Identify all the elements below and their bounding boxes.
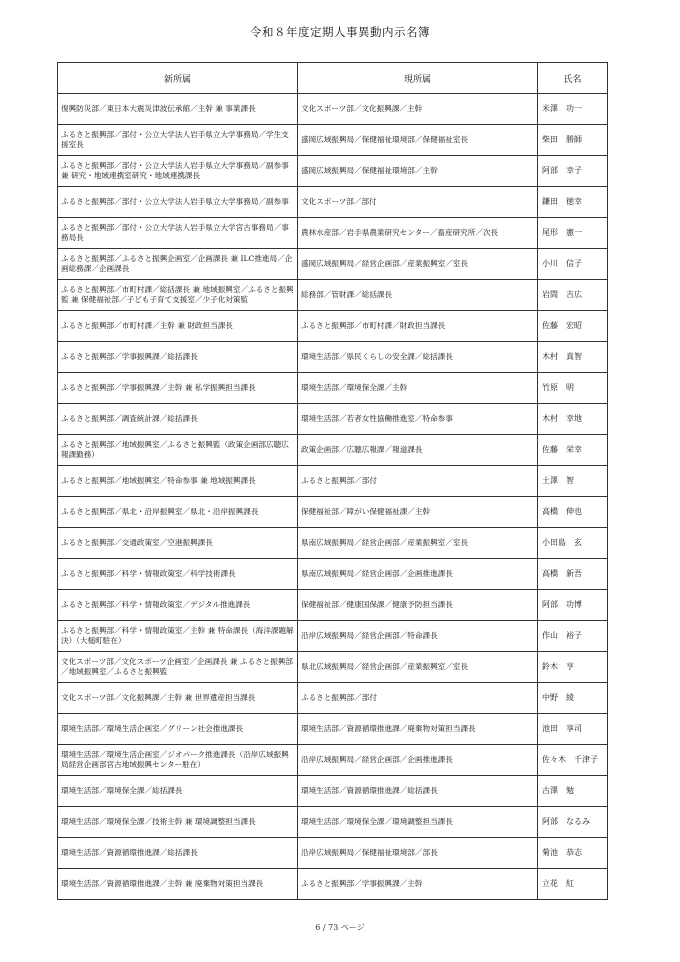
header-current-affiliation: 現所属 [298,63,538,94]
name-cell: 木村 幸地 [538,404,608,435]
new-affiliation-cell: ふるさと振興部／部付・公立大学法人岩手県立大学宮古事務局／事務局長 [58,218,298,249]
name-cell: 池田 享司 [538,714,608,745]
current-affiliation-cell: 盛岡広域振興局／経営企画部／産業振興室／室長 [298,249,538,280]
name-cell: 菊池 恭志 [538,838,608,869]
name-cell: 鈴木 亨 [538,652,608,683]
current-affiliation-cell: 沿岸広域振興局／保健福祉環境部／部長 [298,838,538,869]
table-row [58,590,608,621]
table-row [58,652,608,683]
new-affiliation-cell: ふるさと振興部／県北・沿岸振興室／県北・沿岸振興課長 [58,497,298,528]
table-row [58,94,608,125]
name-cell: 立花 紅 [538,869,608,900]
new-affiliation-cell: ふるさと振興部／交通政策室／空港振興課長 [58,528,298,559]
name-cell: 小田島 玄 [538,528,608,559]
current-affiliation-cell: 沿岸広域振興局／経営企画部／企画推進課長 [298,745,538,776]
table-row [58,156,608,187]
current-affiliation-cell: 盛岡広域振興局／保健福祉環境部／主幹 [298,156,538,187]
name-cell: 佐藤 宏昭 [538,311,608,342]
name-cell: 木村 真智 [538,342,608,373]
current-affiliation-cell: 県北広域振興局／経営企画部／産業振興室／室長 [298,652,538,683]
header-new-affiliation: 新所属 [58,63,298,94]
name-cell: 作山 裕子 [538,621,608,652]
new-affiliation-cell: 環境生活部／環境生活企画室／グリーン社会推進課長 [58,714,298,745]
page-number: 6 / 73 ページ [315,923,365,932]
current-affiliation-cell: 文化スポーツ部／文化振興課／主幹 [298,94,538,125]
current-affiliation-cell: 環境生活部／環境保全課／環境調整担当課長 [298,807,538,838]
name-cell: 古澤 勉 [538,776,608,807]
table-row [58,404,608,435]
name-cell: 尾形 憲一 [538,218,608,249]
new-affiliation-cell: 環境生活部／環境生活企画室／ジオパーク推進課長（沿岸広域振興局経営企画部宮古地域振興センター駐在） [58,745,298,776]
table-row [58,559,608,590]
new-affiliation-cell: 復興防災部／東日本大震災津波伝承館／主幹 兼 事業課長 [58,94,298,125]
current-affiliation-cell: ふるさと振興部／部付 [298,466,538,497]
new-affiliation-cell: 文化スポーツ部／文化振興課／主幹 兼 世界遺産担当課長 [58,683,298,714]
table-row [58,435,608,466]
current-affiliation-cell: 保健福祉部／健康国保課／健康予防担当課長 [298,590,538,621]
name-cell: 米澤 功一 [538,94,608,125]
table-row [58,714,608,745]
current-affiliation-cell: ふるさと振興部／市町村課／財政担当課長 [298,311,538,342]
new-affiliation-cell: ふるさと振興部／市町村課／総括課長 兼 地域振興室／ふるさと振興監 兼 保健福祉部／子ども子育て支援室／少子化対策監 [58,280,298,311]
table-row [58,373,608,404]
table-row [58,528,608,559]
table-row [58,621,608,652]
name-cell: 阿部 なるみ [538,807,608,838]
personnel-table [57,62,608,900]
new-affiliation-cell: 環境生活部／環境保全課／総括課長 [58,776,298,807]
current-affiliation-cell: 県南広域振興局／経営企画部／企画推進課長 [298,559,538,590]
current-affiliation-cell: 環境生活部／資源循環推進課／廃棄物対策担当課長 [298,714,538,745]
current-affiliation-cell: 盛岡広域振興局／保健福祉環境部／保健福祉室長 [298,125,538,156]
current-affiliation-cell: 沿岸広域振興局／経営企画部／特命課長 [298,621,538,652]
current-affiliation-cell: 総務部／管財課／総括課長 [298,280,538,311]
table-row [58,311,608,342]
current-affiliation-cell: ふるさと振興部／学事振興課／主幹 [298,869,538,900]
new-affiliation-cell: 環境生活部／資源循環推進課／主幹 兼 廃棄物対策担当課長 [58,869,298,900]
new-affiliation-cell: ふるさと振興部／地域振興室／ふるさと振興監（政策企画部広聴広報課勤務） [58,435,298,466]
current-affiliation-cell: 農林水産部／岩手県農業研究センター／畜産研究所／次長 [298,218,538,249]
new-affiliation-cell: ふるさと振興部／学事振興課／総括課長 [58,342,298,373]
name-cell: 土澤 智 [538,466,608,497]
table-row [58,869,608,900]
current-affiliation-cell: 環境生活部／資源循環推進課／総括課長 [298,776,538,807]
new-affiliation-cell: ふるさと振興部／部付・公立大学法人岩手県立大学事務局／副参事 [58,187,298,218]
new-affiliation-cell: ふるさと振興部／科学・情報政策室／デジタル推進課長 [58,590,298,621]
name-cell: 柴田 勝師 [538,125,608,156]
new-affiliation-cell: ふるさと振興部／部付・公立大学法人岩手県立大学事務局／副参事 兼 研究・地域連携室研究・地域連携課長 [58,156,298,187]
header-name: 氏名 [538,63,608,94]
name-cell: 高橋 新吾 [538,559,608,590]
name-cell: 鎌田 徳幸 [538,187,608,218]
current-affiliation-cell: 政策企画部／広聴広報課／報道課長 [298,435,538,466]
table-row [58,342,608,373]
table-row [58,249,608,280]
name-cell: 中野 綾 [538,683,608,714]
new-affiliation-cell: 環境生活部／資源循環推進課／総括課長 [58,838,298,869]
table-row [58,807,608,838]
name-cell: 佐々木 千津子 [538,745,608,776]
name-cell: 阿部 幸子 [538,156,608,187]
new-affiliation-cell: ふるさと振興部／市町村課／主幹 兼 財政担当課長 [58,311,298,342]
new-affiliation-cell: ふるさと振興部／科学・情報政策室／科学技術課長 [58,559,298,590]
table-row [58,745,608,776]
current-affiliation-cell: ふるさと振興部／部付 [298,683,538,714]
new-affiliation-cell: 文化スポーツ部／文化スポーツ企画室／企画課長 兼 ふるさと振興部／地域振興室／ふるさと振興監 [58,652,298,683]
name-cell: 竹原 明 [538,373,608,404]
new-affiliation-cell: ふるさと振興部／ふるさと振興企画室／企画課長 兼 ILC推進局／企画総務課／企画課長 [58,249,298,280]
current-affiliation-cell: 県南広域振興局／経営企画部／産業振興室／室長 [298,528,538,559]
current-affiliation-cell: 環境生活部／県民くらしの安全課／総括課長 [298,342,538,373]
name-cell: 岩間 吉広 [538,280,608,311]
name-cell: 小川 信子 [538,249,608,280]
new-affiliation-cell: ふるさと振興部／学事振興課／主幹 兼 私学振興担当課長 [58,373,298,404]
page-title: 令和８年度定期人事異動内示名簿 [250,25,430,39]
table-row [58,776,608,807]
table-row [58,125,608,156]
table-header-row [58,63,608,94]
new-affiliation-cell: ふるさと振興部／科学・情報政策室／主幹 兼 特命課長（海洋課題解決）（大槌町駐在） [58,621,298,652]
new-affiliation-cell: ふるさと振興部／部付・公立大学法人岩手県立大学事務局／学生支援室長 [58,125,298,156]
current-affiliation-cell: 文化スポーツ部／部付 [298,187,538,218]
current-affiliation-cell: 保健福祉部／障がい保健福祉課／主幹 [298,497,538,528]
new-affiliation-cell: 環境生活部／環境保全課／技術主幹 兼 環境調整担当課長 [58,807,298,838]
name-cell: 高橋 伸也 [538,497,608,528]
table-row [58,187,608,218]
current-affiliation-cell: 環境生活部／環境保全課／主幹 [298,373,538,404]
new-affiliation-cell: ふるさと振興部／地域振興室／特命参事 兼 地域振興課長 [58,466,298,497]
new-affiliation-cell: ふるさと振興部／調査統計課／総括課長 [58,404,298,435]
table-row [58,466,608,497]
table-row [58,218,608,249]
name-cell: 阿部 功博 [538,590,608,621]
name-cell: 佐藤 栄幸 [538,435,608,466]
table-row [58,838,608,869]
table-row [58,280,608,311]
table-row [58,683,608,714]
table-row [58,497,608,528]
current-affiliation-cell: 環境生活部／若者女性協働推進室／特命参事 [298,404,538,435]
